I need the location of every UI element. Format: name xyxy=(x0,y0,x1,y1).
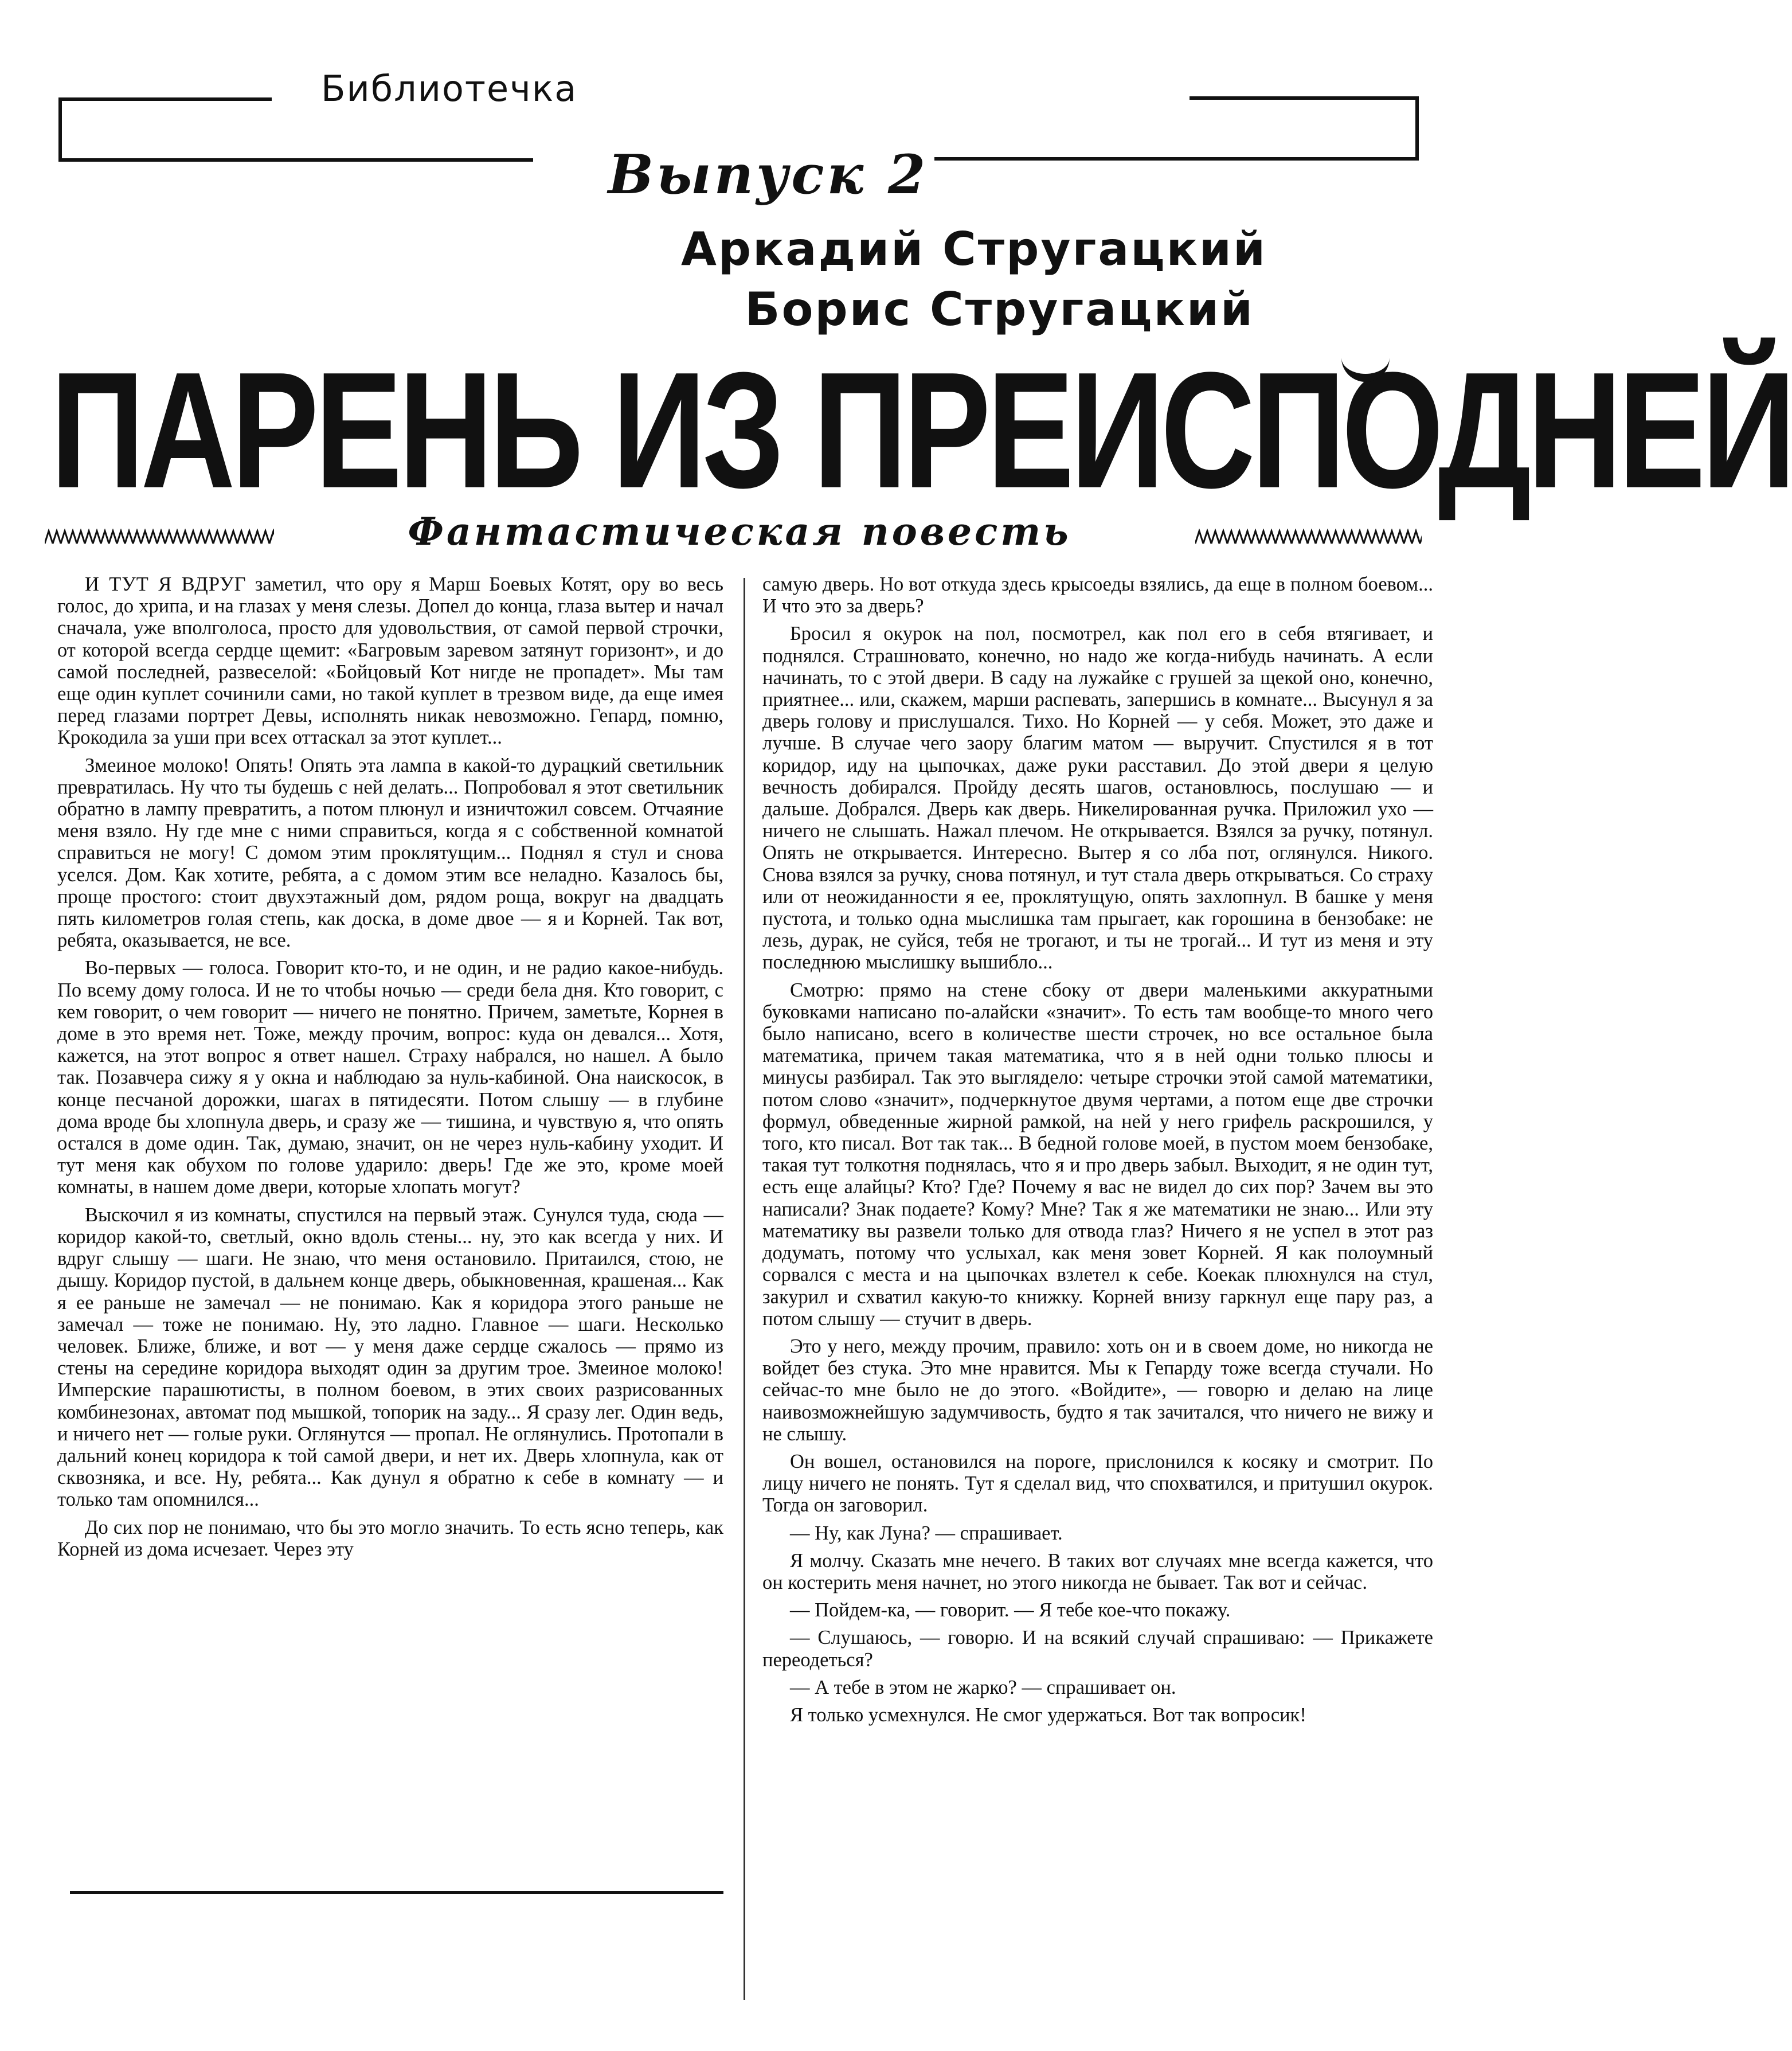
dialogue-line: — А тебе в этом не жарко? — спрашивает он. xyxy=(790,1676,1176,1698)
article-column-left xyxy=(57,573,723,1566)
author-1: Аркадий Стругацкий xyxy=(681,222,1267,276)
story-title: ПАРЕНЬ ИЗ ПРЕИСПОДНЕЙ xyxy=(50,337,1792,523)
paragraph-text: До сих пор не понимаю, что бы это могло значить. То есть ясно теперь, как Корней из дома исчезает. Через эту xyxy=(57,1516,723,1560)
paragraph: Это у него, между прочим, правило: хоть он и в своем доме, но никогда не войдет без стука. Это мне нравится. Мы к Гепарду тоже всегда стучали. Но сейчас-то мне было не до этого. «Войдите», — говорю и делаю на лице наивозможнейшую задумчивость, будто я так зачитался, что ничего не вижу и не слышу. xyxy=(762,1335,1433,1445)
paragraph: Я только усмехнулся. Не смог удержаться. Вот так вопросик! xyxy=(790,1704,1306,1726)
ornament-right xyxy=(1195,529,1422,546)
paragraph-text: заметил, что ору я Марш Боевых Котят, ору во весь голос, до хрипа, и на глазах у меня слезы. Допел до конца, глаза вытер и начал сначала, уже вполголоса, просто для удовольствия, от самой первой строчки, от которой всегда сердце щемит: «Багровым заревом затянут горизонт», и до самой последней, развеселой: «Бойцовый Кот нигде не пропадет». Мы там еще один куплет сочинили сами, но такой куплет в трезвом виде, да еще имея перед глазами портрет Девы, исполнять никак невозможно. Гепард, помню, Крокодила за уши при всех оттаскал за этот куплет... xyxy=(57,573,724,749)
header-rule-right xyxy=(1190,96,1419,100)
paragraph xyxy=(57,1517,723,1560)
paragraph xyxy=(57,957,723,1198)
ornament-left xyxy=(45,529,274,546)
header-bottom-rule-right xyxy=(934,157,1419,161)
series-label: Библиотечка xyxy=(321,68,578,110)
dialogue-line: — Ну, как Луна? — спрашивает. xyxy=(790,1522,1063,1544)
paragraph-text: Змеиное молоко! Опять! Опять эта лампа в какой-то дурацкий светильник превратилась. Ну что ты будешь с ней делать... Попробовал я этот светильник обратно в лампу превратить, а потом плюнул и изничтожил совсем. Отчаяние меня взяло. Ну где мне с ними справиться, когда я с собственной комнатой справиться не могу! С домом этим проклятущим... Поднял я стул и снова уселся. Дом. Как хотите, ребята, а с домом этим все неладно. Казалось бы, проще простого: стоит двухэтажный дом, рядом роща, вокруг на двадцать пять километров голая степь, как доска, в доме двое — я и Корней. Так вот, ребята, оказывается, не все. xyxy=(57,754,723,952)
column-divider xyxy=(744,578,745,2000)
paragraph xyxy=(57,755,723,952)
left-column-end-rule xyxy=(70,1891,723,1894)
lead-in: И ТУТ Я ВДРУГ xyxy=(85,573,247,595)
paragraph: самую дверь. Но вот откуда здесь крысоеды взялись, да еще в полном боевом... И что это за дверь? xyxy=(762,573,1433,618)
header-bottom-rule-left xyxy=(58,158,533,162)
dialogue-line: — Пойдем-ка, — говорит. — Я тебе кое-что покажу. xyxy=(790,1599,1231,1622)
paragraph xyxy=(57,1204,723,1511)
header-frame-left-tick xyxy=(58,97,62,161)
paragraph-text: Выскочил я из комнаты, спустился на первый этаж. Сунулся туда, сюда — коридор какой-то, светлый, окно вдоль стены... ну, это как всегда у них. И вдруг слышу — шаги. Не знаю, что меня остановило. Притаился, стою, не дышу. Коридор пустой, в дальнем конце дверь, обыкновенная, крашеная... Как я ее раньше не замечал — не понимаю. Как я коридора этого раньше не замечал — тоже не понимаю. Ну, это ладно. Главное — шаги. Несколько человек. Ближе, ближе, и вот — у меня даже сердце сжалось — прямо из стены на середине коридора выходят один за другим трое. Змеиное молоко! Имперские парашютисты, в полном боевом, в этих своих разрисованных комбинезонах, автомат под мышкой, топорик на заду... Я сразу лег. Один ведь, и ничего нет — голые руки. Оглянутся — пропал. Не оглянулись. Протопали в дальний конец коридора к той самой двери, и нет их. Дверь хлопнула, как от сквозняка, и все. Ну, ребята... Как дунул я обратно к себе в комнату — и только там опомнился... xyxy=(57,1204,723,1511)
paragraph-text: Во-первых — голоса. Говорит кто-то, и не один, и не радио какое-нибудь. По всему дому голоса. И не то чтобы ночью — среди бела дня. Кто говорит, с кем говорит, о чем говорит — ничего не понятно. Причем, заметьте, Корнея в доме в это время нет. Тоже, между прочим, вопрос: куда он девался... Хотя, кажется, на этот вопрос я ответ нашел. Страху набрался, но нашел. А было так. Позавчера сижу я у окна и наблюдаю за нуль-кабиной. Она наискосок, в конце песчаной дорожки, шагах в пятидесяти. Потом слышу — в глубине дома вроде бы хлопнула дверь, и сразу же — тишина, и чувствую я, что опять остался в доме один. Так, думаю, значит, он не через нуль-кабину уходит. И тут меня как обухом по голове ударило: дверь! Где же это, кроме моей комнаты, в нашем доме двери, которые хлопать могут? xyxy=(57,957,723,1198)
dialogue-line: — Слушаюсь, — говорю. И на всякий случай спрашиваю: — Прикажете переодеться? xyxy=(762,1627,1433,1671)
paragraph xyxy=(57,573,723,749)
story-subtitle: Фантастическая повесть xyxy=(408,509,1071,554)
paragraph: Бросил я окурок на пол, посмотрел, как пол его в себя втягивает, и поднялся. Страшновато, конечно, но надо же когда-нибудь начинать. А если начинать, то с этой двери. В саду на лужайке с грушей за щекой оно, конечно, приятнее... или, скажем, марши распевать, запершись в комнате... Высунул я за дверь голову и прислушался. Тихо. Но Корней — у себя. Может, это даже и лучше. В случае чего заору благим матом — выручит. Спустился я в тот коридор, иду на цыпочках, даже руки расставил. До этой двери я целую вечность добирался. Пройду десять шагов, остановлюсь, послушаю — и дальше. Добрался. Дверь как дверь. Никелированная ручка. Приложил ухо — ничего не слышать. Нажал плечом. Не открывается. Взялся за ручку, потянул. Опять не открывается. Интересно. Вытер я со лба пот, оглянулся. Никого. Снова взялся за ручку, снова потянул, и тут стала дверь открываться. Со страху или от неожиданности я ее, проклятущую, опять захлопнул. В башке у меня пустота, и только одна мыслишка там прыгает, как горошина в бензобаке: не лезь, дурак, не суйся, тебя не трогают, и ты не трогай... И тут из меня и эту последнюю мыслишку вышибло... xyxy=(762,623,1433,974)
author-2: Борис Стругацкий xyxy=(745,283,1254,336)
header-rule-left xyxy=(58,97,272,101)
paragraph: Я молчу. Сказать мне нечего. В таких вот случаях мне всегда кажется, что он костерить меня начнет, но этого никогда не бывает. Так вот и сейчас. xyxy=(762,1549,1433,1593)
paragraph: Смотрю: прямо на стене сбоку от двери маленькими аккуратными буковками написано по-алайски «значит». То есть там вообще-то много чего было написано, всего в количестве шести строчек, но все остальное была математика, причем такая математика, что я в ней одни только плюсы и минусы разбирал. Так это выглядело: четыре строчки этой самой математики, потом слово «значит», подчеркнутое двумя чертами, а потом еще две строчки формул, обведенные жирной рамкой, на ней у него грифель раскрошился, у того, кто писал. Вот так так... В бедной голове моей, в пустом моем бензобаке, такая тут толкотня поднялась, что я и про дверь забыл. Выходит, я не один тут, есть еще алайцы? Кто? Где? Почему я вас не видел до сих пор? Зачем вы это написали? Знак подаете? Кому? Мне? Так я же математики не знаю... Или эту математику вы развели только для отвода глаз? Ничего я не успел в этот раз додумать, потому что услыхал, как меня зовет Корней. Я как полоумный сорвался с места и на цыпочках взлетел к себе. Коекак плюхнулся на стул, закурил и схватил какую-то книжку. Корней внизу гаркнул еще пару раз, а потом слышу — стучит в дверь. xyxy=(762,979,1433,1330)
paragraph: Он вошел, остановился на пороге, прислонился к косяку и смотрит. По лицу ничего не понять. Тут я сделал вид, что спохватился, и притушил окурок. Тогда он заговорил. xyxy=(762,1450,1433,1517)
header-frame-right-tick xyxy=(1415,96,1419,159)
issue-number: Выпуск 2 xyxy=(608,143,929,206)
article-column-right xyxy=(762,573,1433,1732)
